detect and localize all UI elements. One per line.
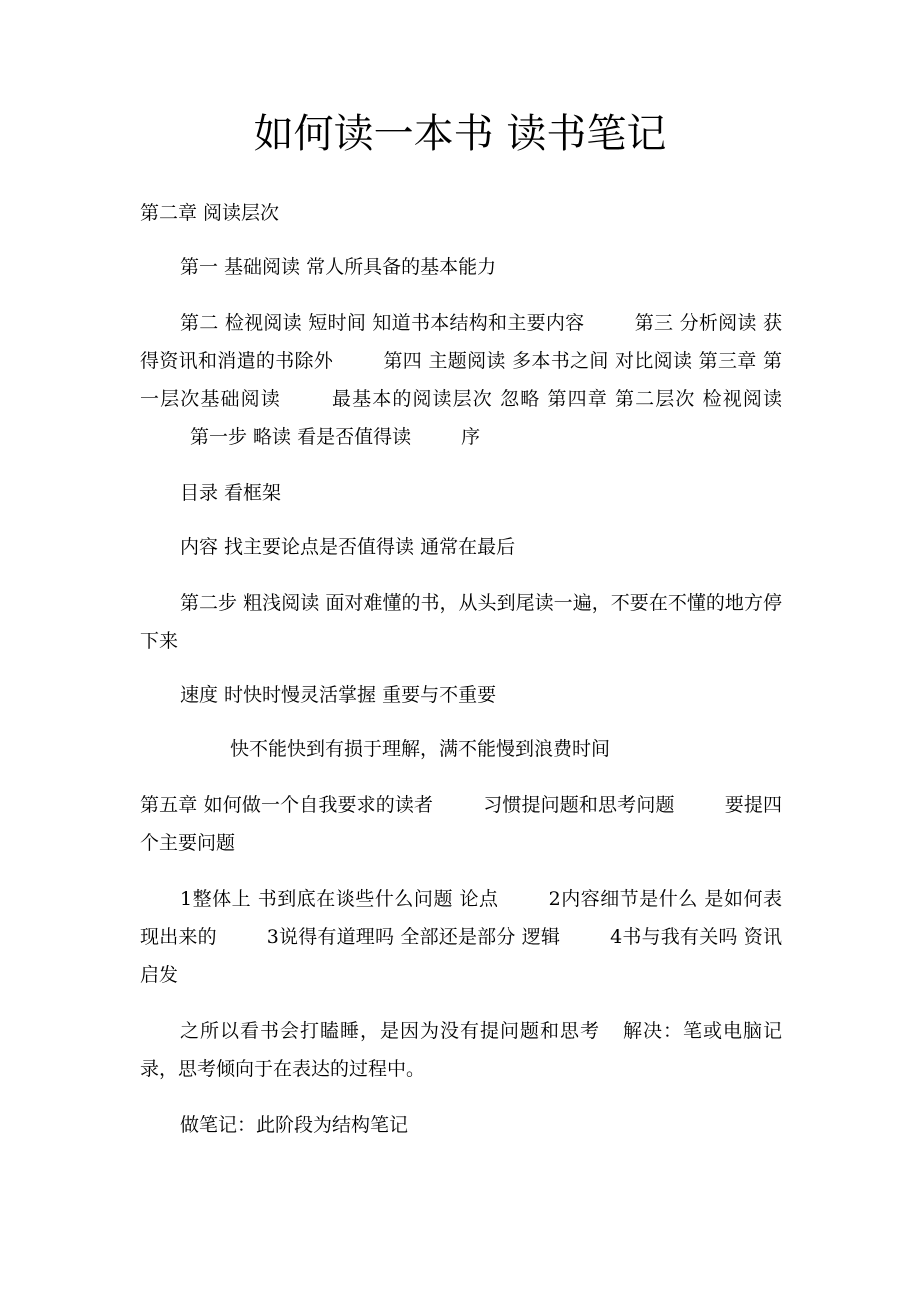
paragraph: [140, 880, 782, 994]
text-segment: 之所以看书会打瞌睡，是因为没有提问题和思考: [180, 1020, 600, 1042]
paragraph: 速度 时快时慢灵活掌握 重要与不重要: [180, 684, 497, 706]
text-segment: 第五章 如何做一个自我要求的读者: [140, 794, 434, 816]
chapter-heading-paragraph: 第二章 阅读层次: [140, 202, 280, 224]
text-segment: 4书与我有关吗 资讯 启发: [140, 926, 782, 986]
text-segment: 第四 主题阅读 多本书之间 对比阅读 第三章 第一层次基础阅读: [140, 350, 782, 410]
document-title: 如何读一本书 读书笔记: [253, 111, 667, 157]
paragraph: [140, 1012, 782, 1088]
text-segment: 最基本的阅读层次 忽略 第四章 第二层次 检视阅读: [330, 388, 782, 410]
paragraph: 目录 看框架: [180, 482, 282, 504]
paragraph: 快不能快到有损于理解，满不能慢到浪费时间: [230, 738, 611, 760]
paragraph: 第一 基础阅读 常人所具备的基本能力: [180, 256, 497, 278]
text-segment: 1整体上 书到底在谈些什么问题 论点: [180, 888, 499, 910]
text-segment: 3说得有道理吗 全部还是部分 逻辑: [266, 926, 561, 948]
paragraph: 内容 找主要论点是否值得读 通常在最后: [180, 536, 516, 558]
paragraph: 做笔记：此阶段为结构笔记: [180, 1114, 409, 1136]
chapter-heading-paragraph: [140, 786, 782, 862]
text-segment: 要提四个主要问题: [140, 794, 782, 854]
text-segment: 习惯提问题和思考问题: [483, 794, 675, 816]
text-segment: 第一步 略读 看是否值得读: [190, 426, 412, 448]
text-segment: 解决：笔或电脑记录，思考倾向于在表达的过程中。: [140, 1020, 782, 1080]
text-segment: 2内容细节是什么 是如何表现出来的: [140, 888, 782, 948]
paragraph: [140, 304, 782, 456]
text-segment: 第三 分析阅读 获得资讯和消遣的书除外: [140, 312, 782, 372]
text-segment: 序: [461, 426, 481, 448]
text-segment: 第二 检视阅读 短时间 知道书本结构和主要内容: [180, 312, 585, 334]
paragraph: 第二步 粗浅阅读 面对难懂的书，从头到尾读一遍，不要在不懂的地方停下来: [140, 592, 782, 652]
